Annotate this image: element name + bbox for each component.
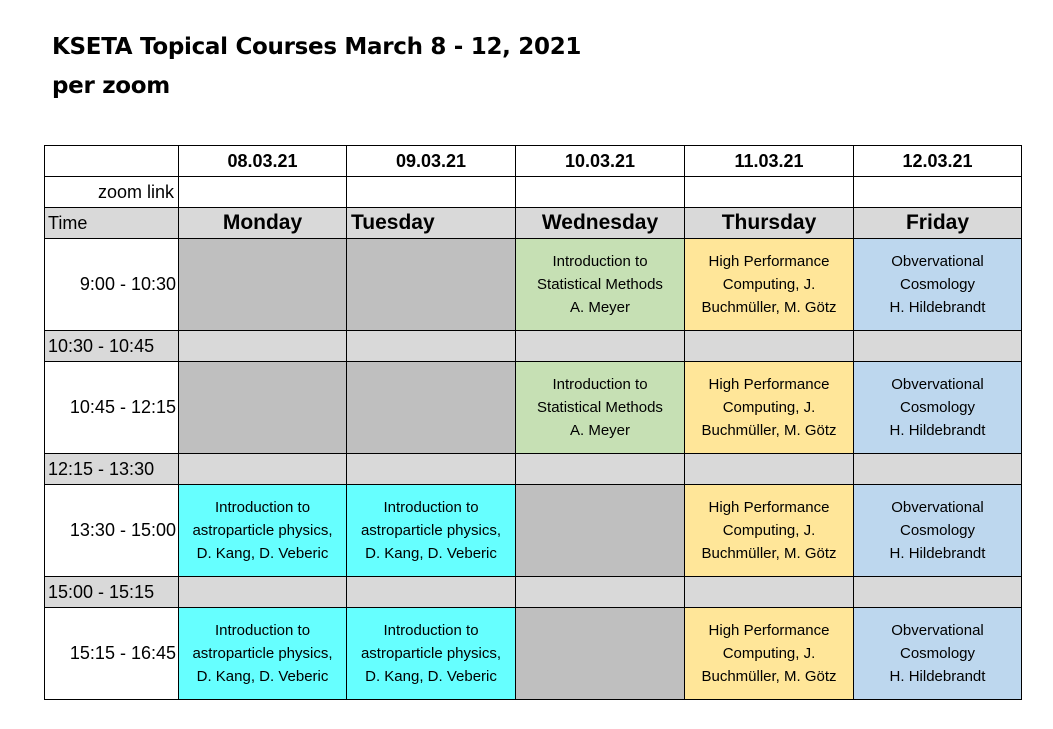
zoom-link-label: zoom link bbox=[45, 177, 179, 208]
day-monday: Monday bbox=[179, 208, 347, 239]
slot-row bbox=[45, 239, 1022, 331]
page-title: KSETA Topical Courses March 8 - 12, 2021 bbox=[52, 34, 582, 60]
break-row bbox=[45, 454, 1022, 485]
break-cell bbox=[685, 454, 854, 485]
break-cell bbox=[179, 331, 347, 362]
empty-cell bbox=[516, 608, 685, 700]
break-cell bbox=[347, 454, 516, 485]
break-cell bbox=[854, 331, 1022, 362]
course-astroparticle-physics: Introduction to astroparticle physics, D. Kang, D. Veberic bbox=[347, 608, 516, 700]
empty-cell bbox=[179, 362, 347, 454]
break-time: 12:15 - 13:30 bbox=[45, 454, 179, 485]
course-astroparticle-physics: Introduction to astroparticle physics, D. Kang, D. Veberic bbox=[179, 608, 347, 700]
zoom-link-thursday[interactable] bbox=[685, 177, 854, 208]
break-cell bbox=[179, 577, 347, 608]
empty-cell bbox=[516, 485, 685, 577]
break-cell bbox=[516, 331, 685, 362]
break-cell bbox=[854, 454, 1022, 485]
break-cell bbox=[516, 454, 685, 485]
page-subtitle: per zoom bbox=[52, 73, 170, 99]
slot-row bbox=[45, 608, 1022, 700]
day-row bbox=[45, 208, 1022, 239]
course-astroparticle-physics: Introduction to astroparticle physics, D. Kang, D. Veberic bbox=[179, 485, 347, 577]
break-cell bbox=[347, 577, 516, 608]
zoom-link-monday[interactable] bbox=[179, 177, 347, 208]
course-high-performance-computing: High Performance Computing, J. Buchmüller, M. Götz bbox=[685, 485, 854, 577]
day-friday: Friday bbox=[854, 208, 1022, 239]
break-row bbox=[45, 577, 1022, 608]
zoom-link-tuesday[interactable] bbox=[347, 177, 516, 208]
course-statistical-methods: Introduction to Statistical Methods A. Meyer bbox=[516, 239, 685, 331]
break-cell bbox=[685, 331, 854, 362]
break-cell bbox=[347, 331, 516, 362]
day-thursday: Thursday bbox=[685, 208, 854, 239]
date-thursday: 11.03.21 bbox=[685, 146, 854, 177]
date-monday: 08.03.21 bbox=[179, 146, 347, 177]
course-observational-cosmology: Obvervational Cosmology H. Hildebrandt bbox=[854, 485, 1022, 577]
break-row bbox=[45, 331, 1022, 362]
break-time: 10:30 - 10:45 bbox=[45, 331, 179, 362]
corner-cell bbox=[45, 146, 179, 177]
course-high-performance-computing: High Performance Computing, J. Buchmüller, M. Götz bbox=[685, 608, 854, 700]
schedule-table bbox=[44, 145, 1022, 700]
break-cell bbox=[685, 577, 854, 608]
course-high-performance-computing: High Performance Computing, J. Buchmüller, M. Götz bbox=[685, 239, 854, 331]
date-row bbox=[45, 146, 1022, 177]
slot-time: 10:45 - 12:15 bbox=[45, 362, 179, 454]
course-observational-cosmology: Obvervational Cosmology H. Hildebrandt bbox=[854, 608, 1022, 700]
slot-time: 13:30 - 15:00 bbox=[45, 485, 179, 577]
course-statistical-methods: Introduction to Statistical Methods A. Meyer bbox=[516, 362, 685, 454]
break-cell bbox=[854, 577, 1022, 608]
date-friday: 12.03.21 bbox=[854, 146, 1022, 177]
break-cell bbox=[179, 454, 347, 485]
empty-cell bbox=[347, 239, 516, 331]
slot-row bbox=[45, 485, 1022, 577]
zoom-link-row bbox=[45, 177, 1022, 208]
slot-time: 15:15 - 16:45 bbox=[45, 608, 179, 700]
break-time: 15:00 - 15:15 bbox=[45, 577, 179, 608]
empty-cell bbox=[179, 239, 347, 331]
zoom-link-wednesday[interactable] bbox=[516, 177, 685, 208]
course-observational-cosmology: Obvervational Cosmology H. Hildebrandt bbox=[854, 362, 1022, 454]
course-astroparticle-physics: Introduction to astroparticle physics, D. Kang, D. Veberic bbox=[347, 485, 516, 577]
slot-row bbox=[45, 362, 1022, 454]
time-header: Time bbox=[45, 208, 179, 239]
day-tuesday: Tuesday bbox=[347, 208, 516, 239]
zoom-link-friday[interactable] bbox=[854, 177, 1022, 208]
break-cell bbox=[516, 577, 685, 608]
date-wednesday: 10.03.21 bbox=[516, 146, 685, 177]
date-tuesday: 09.03.21 bbox=[347, 146, 516, 177]
course-high-performance-computing: High Performance Computing, J. Buchmüller, M. Götz bbox=[685, 362, 854, 454]
empty-cell bbox=[347, 362, 516, 454]
course-observational-cosmology: Obvervational Cosmology H. Hildebrandt bbox=[854, 239, 1022, 331]
day-wednesday: Wednesday bbox=[516, 208, 685, 239]
slot-time: 9:00 - 10:30 bbox=[45, 239, 179, 331]
